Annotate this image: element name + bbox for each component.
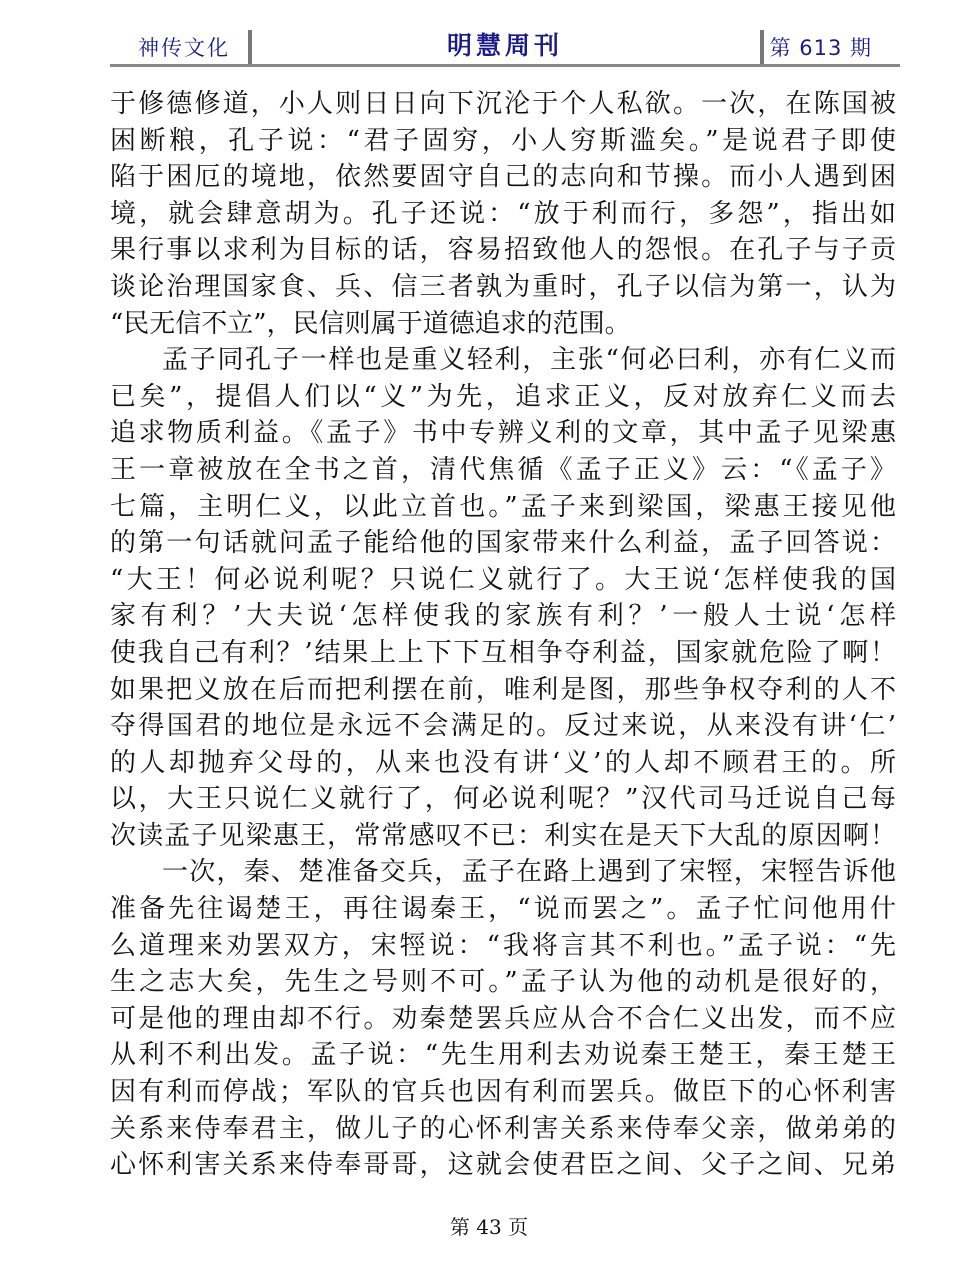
text-line: 困断粮，孔子说：“君子固穷，小人穷斯滥矣。”是说君子即使 [110,125,896,156]
text-line: 从利不利出发。孟子说：“先生用利去劝说秦王楚王，秦王楚王 [110,1040,896,1071]
text-line: 如果把义放在后而把利摆在前，唯利是图，那些争权夺利的人不 [110,674,896,705]
text-line: 生之志大矣，先生之号则不可。”孟子认为他的动机是很好的， [110,967,896,998]
text-line: 于修德修道，小人则日日向下沉沦于个人私欲。一次，在陈国被 [110,89,896,119]
text-line: 可是他的理由却不行。劝秦楚罢兵应从合不合仁义出发，而不应 [110,1003,896,1034]
text-line: 么道理来劝罢双方，宋牼说：“我将言其不利也。”孟子说：“先 [110,930,896,961]
text-line: 孟子同孔子一样也是重义轻利，主张“何必曰利，亦有仁义而 [162,345,896,376]
header-rule [110,64,900,67]
text-line: 的第一句话就问孟子能给他的国家带来什么利益，孟子回答说： [110,528,896,559]
text-line: 准备先往谒楚王，再往谒秦王，“说而罢之”。孟子忙问他用什 [110,894,896,925]
text-line: 果行事以求利为目标的话，容易招致他人的怨恨。在孔子与子贡 [110,235,896,266]
page-number: 第 43 页 [449,1215,529,1239]
text-line: 次读孟子见梁惠王，常常感叹不已：利实在是天下大乱的原因啊！ [110,820,896,851]
text-line: 七篇，主明仁义，以此立首也。”孟子来到梁国，梁惠王接见他 [110,491,896,522]
text-line: 使我自己有利？’结果上上下下互相争夺利益，国家就危险了啊！ [110,637,896,668]
page-header [110,20,900,68]
text-line: 一次，秦、楚准备交兵，孟子在路上遇到了宋牼，宋牼告诉他 [162,857,896,888]
header-issue-number: 第 613 期 [769,36,872,60]
text-line: 家有利？’大夫说‘怎样使我的家族有利？’一般人士说‘怎样 [110,601,896,632]
text-line: 的人却抛弃父母的，从来也没有讲‘义’的人却不顾君王的。所 [110,747,896,778]
text-line: 陷于困厄的境地，依然要固守自己的志向和节操。而小人遇到困 [110,162,896,193]
text-line: 已矣”，提倡人们以“义”为先，追求正义，反对放弃仁义而去 [110,381,896,412]
text-line: 境，就会肆意胡为。孔子还说：“放于利而行，多怨”，指出如 [110,198,896,229]
text-line: “民无信不立”，民信则属于道德追求的范围。 [110,308,631,339]
text-line: 夺得国君的地位是永远不会满足的。反过来说，从来没有讲‘仁’ [110,711,896,742]
text-line: “大王！何必说利呢？只说仁义就行了。大王说‘怎样使我的国 [110,564,896,595]
text-line: 追求物质利益。《孟子》书中专辨义利的文章，其中孟子见梁惠 [110,418,896,449]
text-line: 因有利而停战；军队的官兵也因有利而罢兵。做臣下的心怀利害 [110,1077,896,1108]
header-section-name: 神传文化 [138,36,230,60]
text-line: 以，大王只说仁义就行了，何必说利呢？”汉代司马迁说自己每 [110,784,896,815]
text-line: 王一章被放在全书之首，清代焦循《孟子正义》云：“《孟子》 [110,454,896,485]
article-body [110,86,896,1184]
header-publication-title: 明慧周刊 [446,31,563,60]
text-line: 心怀利害关系来侍奉哥哥，这就会使君臣之间、父子之间、兄弟 [110,1150,896,1181]
text-line: 谈论治理国家食、兵、信三者孰为重时，孔子以信为第一，认为 [110,271,896,302]
text-line: 关系来侍奉君主，做儿子的心怀利害关系来侍奉父亲，做弟弟的 [110,1113,896,1144]
header-divider-right [760,30,764,64]
